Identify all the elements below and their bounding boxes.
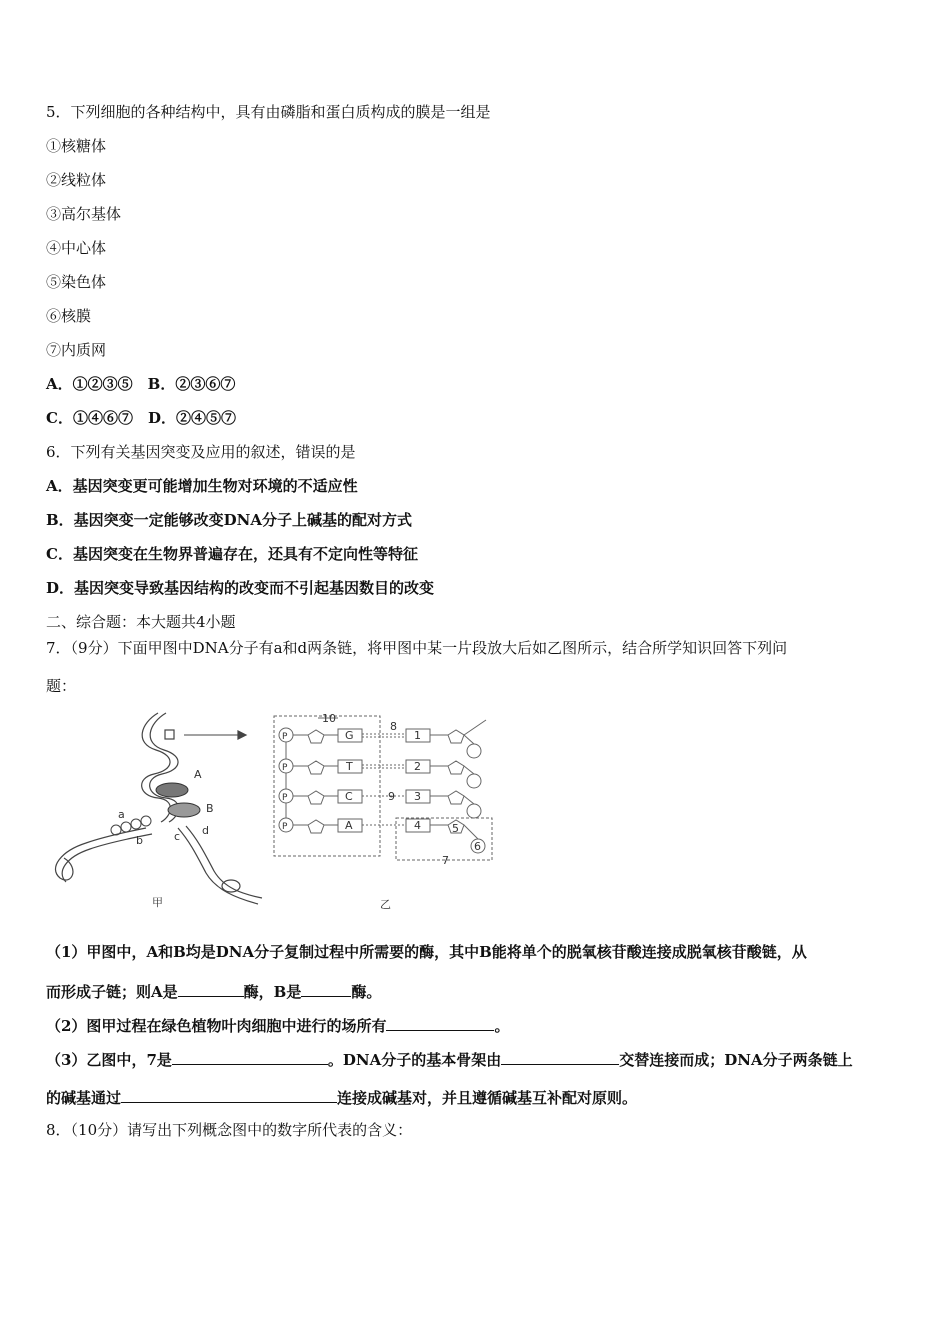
q5-options-row1: A．①②③⑤ B．②③⑥⑦ bbox=[46, 375, 236, 393]
q5-item-3: ③高尔基体 bbox=[46, 205, 122, 223]
q5-item-7: ⑦内质网 bbox=[46, 341, 107, 359]
blank-bond[interactable] bbox=[121, 1086, 337, 1103]
q6-option-c: C．基因突变在生物界普遍存在，还具有不定向性等特征 bbox=[46, 545, 418, 563]
label-b-enzyme: B bbox=[206, 802, 214, 815]
q5-stem: 5．下列细胞的各种结构中，具有由磷脂和蛋白质构成的膜是一组是 bbox=[46, 103, 491, 121]
blank-7[interactable] bbox=[172, 1048, 328, 1065]
base-a: A bbox=[345, 819, 353, 832]
q7-p3-line2: 的碱基通过 连接成碱基对，并且遵循碱基互补配对原则。 bbox=[46, 1086, 637, 1108]
q6-option-d: D．基因突变导致基因结构的改变而不引起基因数目的改变 bbox=[46, 579, 435, 597]
figure-yi bbox=[274, 716, 492, 860]
num-7: 7 bbox=[442, 854, 449, 867]
blank-site[interactable] bbox=[386, 1014, 494, 1031]
base-c: C bbox=[345, 790, 353, 803]
section-title: 二、综合题：本大题共4小题 bbox=[46, 613, 236, 631]
figure-jia bbox=[55, 713, 262, 904]
q7-p2: （2）图甲过程在绿色植物叶肉细胞中进行的场所有 。 bbox=[46, 1014, 509, 1036]
blank-b[interactable] bbox=[301, 980, 351, 997]
enzyme-b bbox=[168, 803, 200, 817]
q6-option-a: A．基因突变更可能增加生物对环境的不适应性 bbox=[46, 477, 358, 495]
q5-item-2: ②线粒体 bbox=[46, 171, 107, 189]
num-1: 1 bbox=[414, 729, 421, 742]
q5-item-1: ①核糖体 bbox=[46, 137, 107, 155]
label-d-strand: d bbox=[202, 824, 209, 837]
base-t: T bbox=[346, 760, 353, 773]
q7-stem-line2: 题： bbox=[46, 677, 77, 695]
num-2: 2 bbox=[414, 760, 421, 773]
dna-figure bbox=[46, 708, 516, 918]
q5-item-4: ④中心体 bbox=[46, 239, 107, 257]
q5-item-5: ⑤染色体 bbox=[46, 273, 107, 291]
caption-jia: 甲 bbox=[152, 896, 163, 909]
num-6: 6 bbox=[474, 840, 481, 853]
q8-stem: 8．（10分）请写出下列概念图中的数字所代表的含义： bbox=[46, 1121, 413, 1139]
q6-option-b: B．基因突变一定能够改变DNA分子上碱基的配对方式 bbox=[46, 511, 413, 529]
caption-yi: 乙 bbox=[380, 898, 391, 911]
blank-a[interactable] bbox=[178, 980, 244, 997]
phosphate-2: P bbox=[282, 763, 288, 773]
label-a-enzyme: A bbox=[194, 768, 202, 781]
q7-p1-line2: 而形成子链；则A是 酶，B是 酶。 bbox=[46, 980, 381, 1002]
phosphate-1: P bbox=[282, 732, 288, 742]
q7-p1-line1: （1）甲图中，A和B均是DNA分子复制过程中所需要的酶，其中B能将单个的脱氧核苷酸连接成脱氧核苷酸链，从 bbox=[46, 943, 807, 961]
q5-options-row2: C．①④⑥⑦ D．②④⑤⑦ bbox=[46, 409, 236, 427]
num-4: 4 bbox=[414, 819, 421, 832]
q6-stem: 6．下列有关基因突变及应用的叙述，错误的是 bbox=[46, 443, 356, 461]
label-c-strand: c bbox=[174, 830, 181, 843]
blank-backbone[interactable] bbox=[501, 1048, 619, 1065]
phosphate-4: P bbox=[282, 822, 288, 832]
num-9: 9 bbox=[388, 790, 395, 803]
phosphate-3: P bbox=[282, 793, 288, 803]
q7-p3-line1: （3）乙图中，7是 。DNA分子的基本骨架由 交替连接而成；DNA分子两条链上 bbox=[46, 1048, 853, 1070]
q5-item-6: ⑥核膜 bbox=[46, 307, 92, 325]
num-3: 3 bbox=[414, 790, 421, 803]
enzyme-a bbox=[156, 783, 188, 797]
num-8: 8 bbox=[390, 720, 397, 733]
num-5: 5 bbox=[452, 822, 459, 835]
q7-stem-line1: 7．（9分）下面甲图中DNA分子有a和d两条链，将甲图中某一片段放大后如乙图所示，结合所学知识回答下列问 bbox=[46, 639, 788, 657]
label-a-strand: a bbox=[118, 808, 125, 821]
num-10: 10 bbox=[322, 712, 336, 725]
base-g: G bbox=[345, 729, 354, 742]
label-b-strand: b bbox=[136, 834, 143, 847]
